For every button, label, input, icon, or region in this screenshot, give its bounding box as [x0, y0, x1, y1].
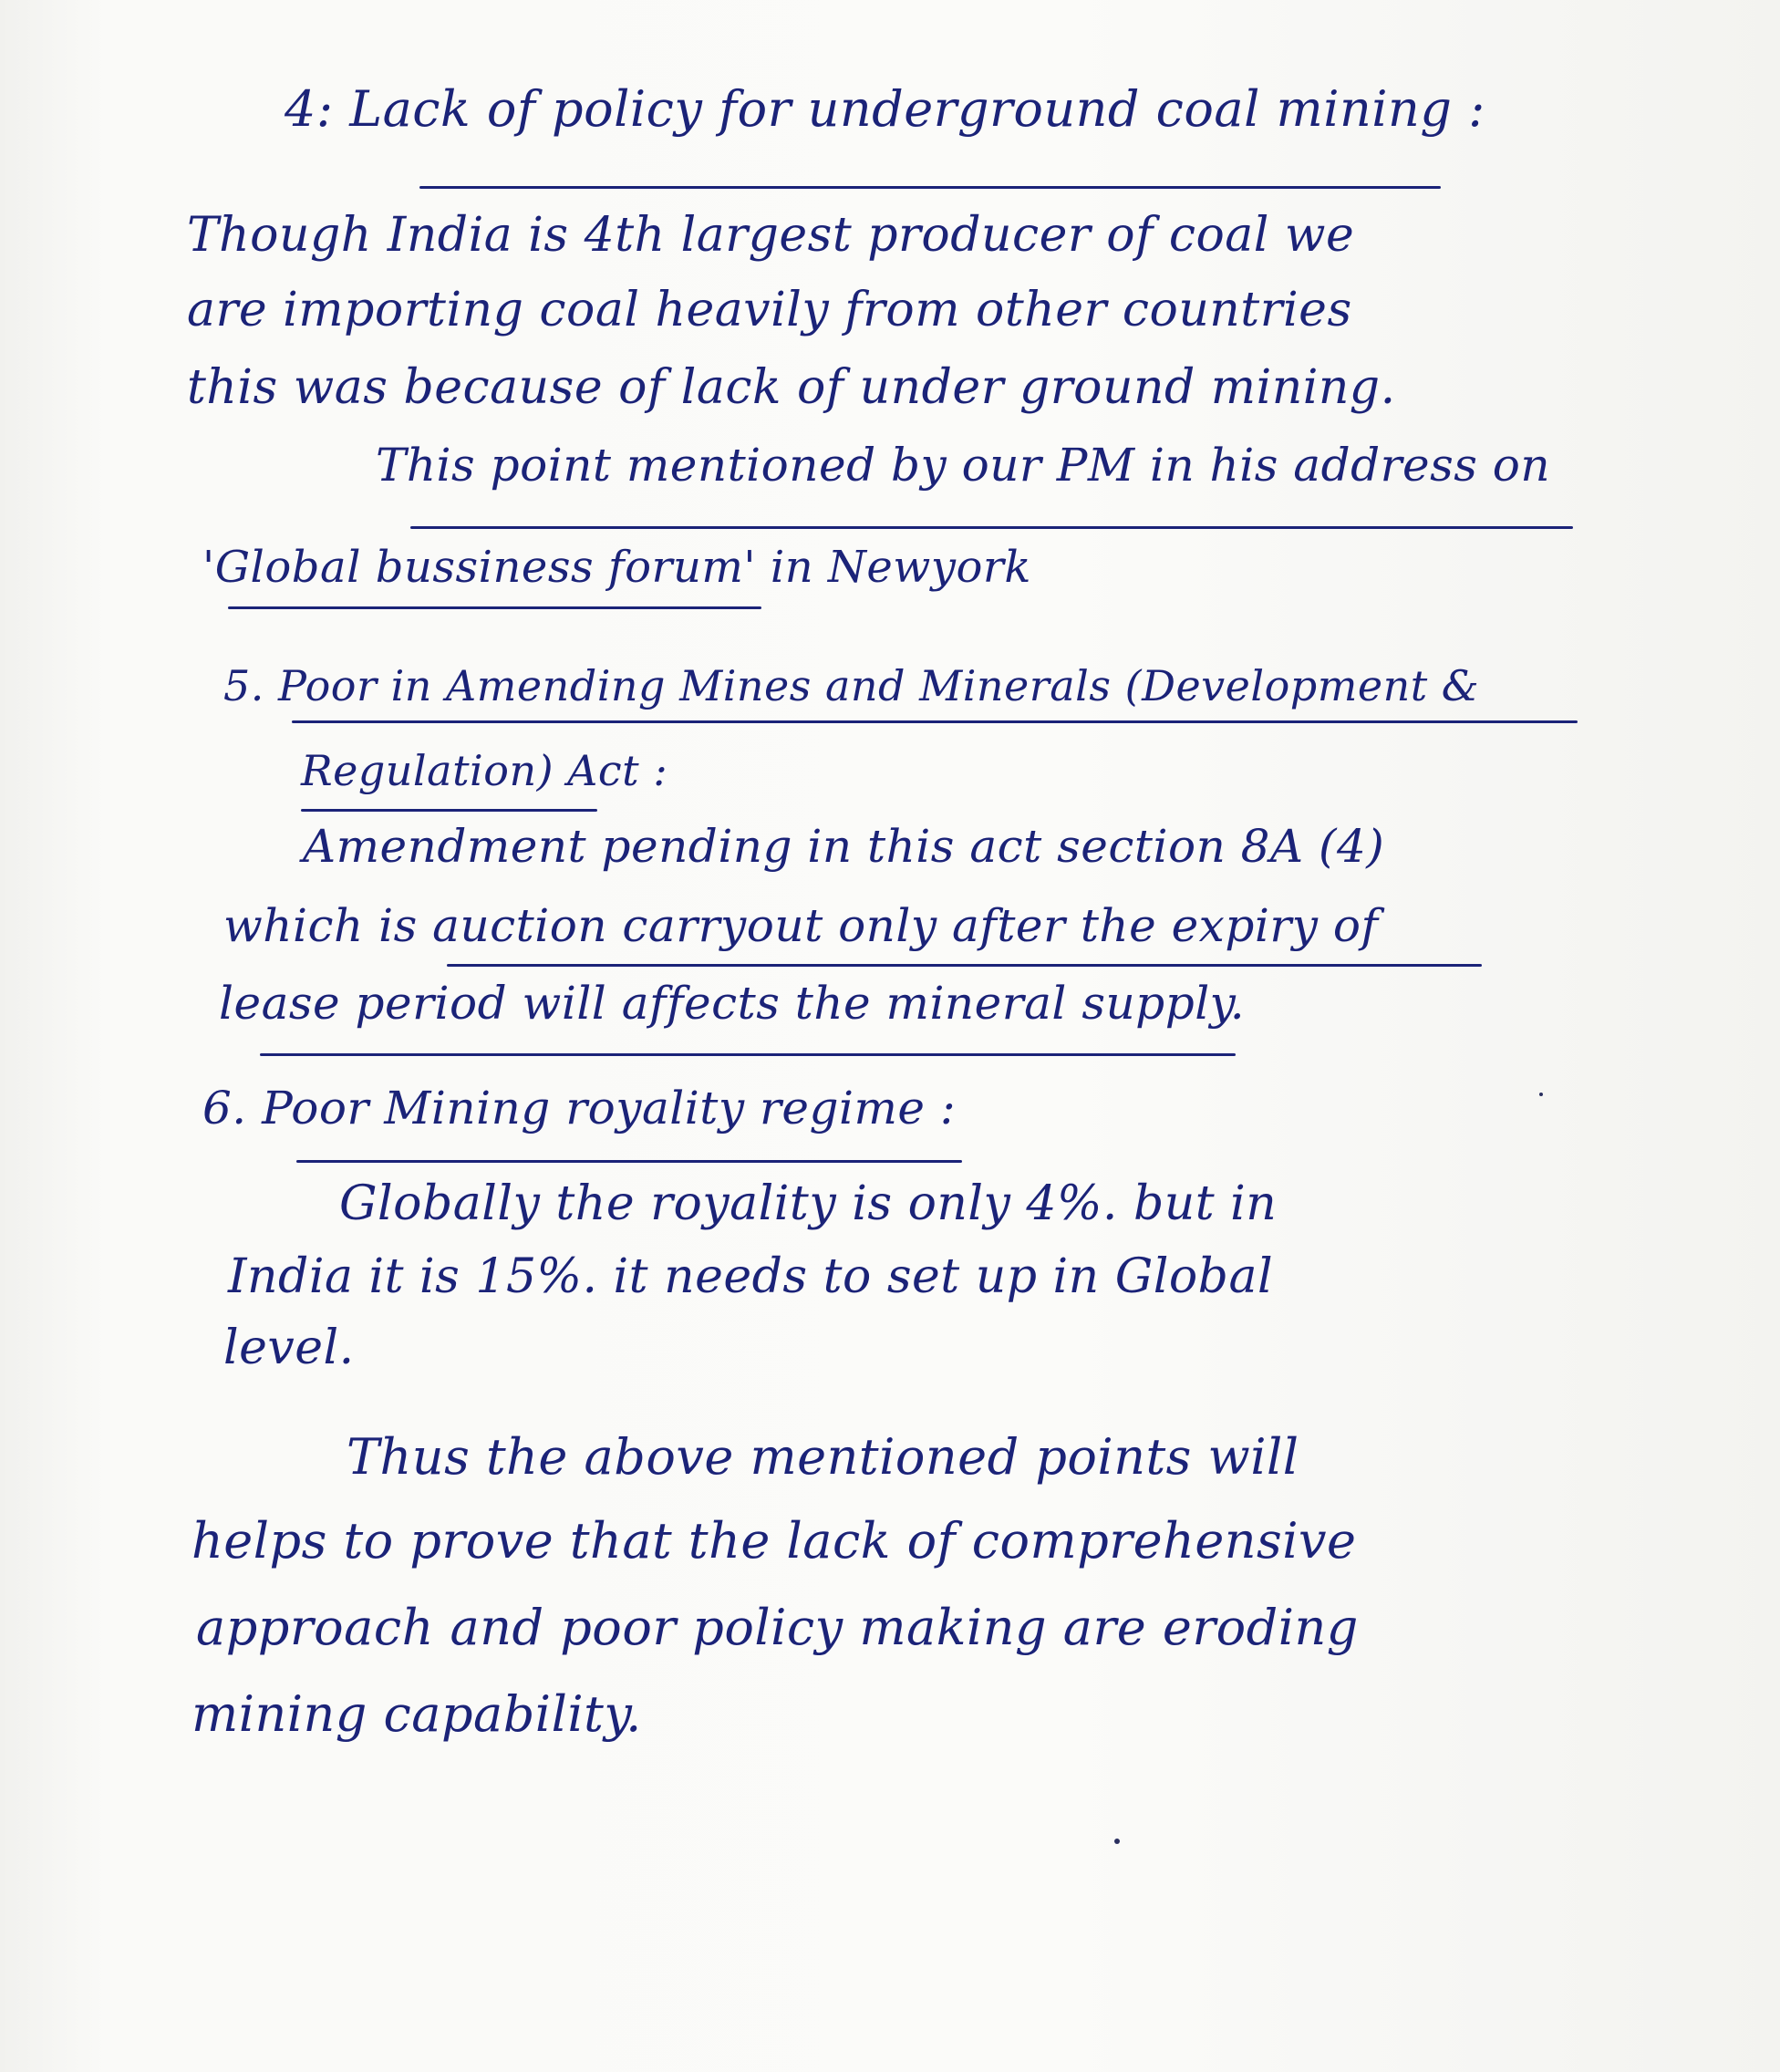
section-4-para2-underline1 [410, 526, 1573, 529]
conclusion-line3: approach and poor policy making are eroding [196, 1599, 1359, 1656]
section-5-para-underline2 [260, 1053, 1236, 1056]
section-5-para-line2: which is auction carryout only after the expiry of [223, 899, 1379, 952]
section-5-para-underline1 [447, 964, 1482, 967]
section-4-para1-line1: Though India is 4th largest producer of coal we [187, 208, 1355, 263]
conclusion-line2: helps to prove that the lack of comprehensive [191, 1512, 1357, 1570]
section-6-para-line2: India it is 15%. it needs to set up in Global [228, 1249, 1274, 1304]
section-5-para-line3: lease period will affects the mineral supply. [219, 977, 1246, 1030]
section-5-heading-line2: Regulation) Act : [301, 746, 668, 795]
section-5-heading-line1: 5. Poor in Amending Mines and Minerals (Development & [223, 661, 1480, 710]
section-4-para2-line1: This point mentioned by our PM in his address on [376, 439, 1551, 492]
section-4-heading-underline [419, 186, 1441, 189]
conclusion-line1: Thus the above mentioned points will [347, 1428, 1299, 1486]
section-4-para1-line2: are importing coal heavily from other countries [187, 283, 1352, 337]
section-4-para1-line3: this was because of lack of under ground mining. [187, 360, 1396, 415]
section-5-heading-underline1 [292, 720, 1578, 723]
conclusion-line4: mining capability. [191, 1685, 642, 1743]
section-6-para-line3: level. [223, 1321, 355, 1375]
section-5-heading-underline2 [301, 809, 597, 812]
section-4-para2-underline2 [228, 606, 761, 609]
section-6-heading: 6. Poor Mining royality regime : [202, 1082, 957, 1134]
section-4-heading: 4: Lack of policy for underground coal mining : [285, 80, 1485, 138]
section-6-heading-underline [296, 1160, 962, 1163]
stray-mark [1539, 1093, 1543, 1096]
section-5-para-line1: Amendment pending in this act section 8A (4) [303, 820, 1385, 873]
section-4-para2-line2: 'Global bussiness forum' in Newyork [202, 542, 1031, 593]
section-6-para-line1: Globally the royality is only 4%. but in [339, 1176, 1278, 1231]
stray-mark [1114, 1839, 1120, 1844]
